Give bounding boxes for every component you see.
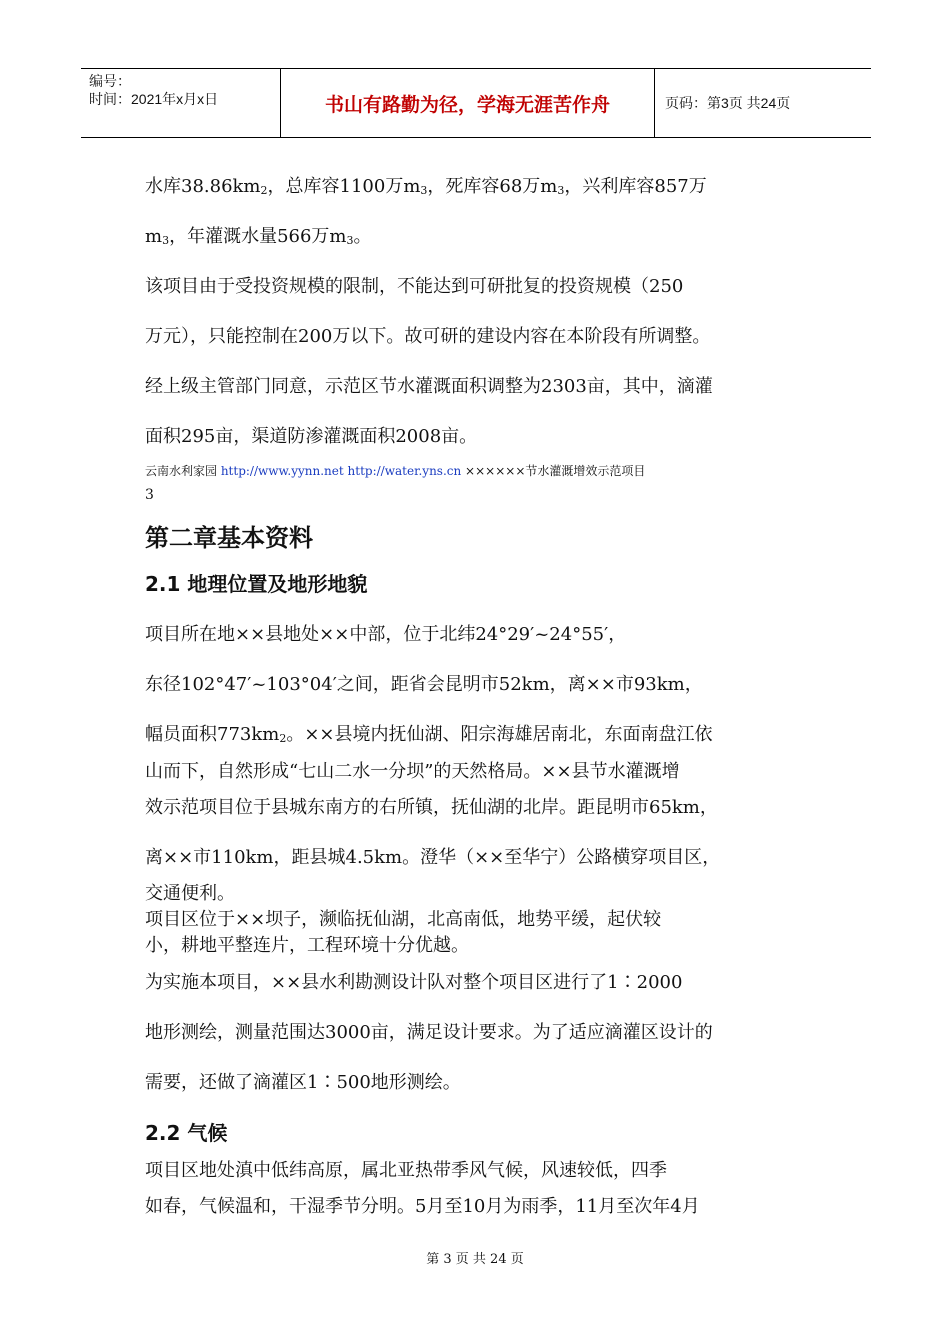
body-line: 该项目由于受投资规模的限制，不能达到可研批复的投资规模（250: [145, 276, 684, 297]
body-line: 地形测绘，测量范围达3000亩，满足设计要求。为了适应滴灌区设计的: [145, 1022, 713, 1043]
body-line: 万元），只能控制在200万以下。故可研的建设内容在本阶段有所调整。: [145, 326, 711, 347]
body-line: 东径102°47′~103°04′之间，距省会昆明市52km，离××市93km，: [145, 674, 703, 695]
source-note: 云南水利家园 http://www.yynn.net http://water.yns.cn ××××××节水灌溉增效示范项目: [145, 464, 646, 478]
link-yynn[interactable]: http://www.yynn.net: [220, 464, 344, 478]
section-title-2-2: 2.2 气候: [145, 1121, 228, 1145]
header-meta: [81, 69, 281, 137]
body-line: 为实施本项目，××县水利勘测设计队对整个项目区进行了1∶2000: [145, 972, 683, 993]
link-water[interactable]: http://water.yns.cn: [347, 464, 462, 478]
page-header: [81, 68, 871, 138]
inline-page-number: 3: [145, 487, 154, 503]
body-line: 小，耕地平整连片，工程环境十分优越。: [145, 935, 469, 956]
page-footer: 第 3 页 共 24 页: [426, 1252, 524, 1267]
header-motto: 书山有路勤为径，学海无涯苦作舟: [281, 69, 655, 137]
header-page-info: 页码：第3页 共24页: [665, 95, 791, 111]
time-label: 时间：2021年x月x日: [89, 91, 219, 107]
body-line: $m_3$，年灌溉水量566万$m_3$。: [145, 226, 372, 247]
body-line: 项目区位于××坝子，濒临抚仙湖，北高南低，地势平缓，起伏较: [145, 909, 662, 930]
body-line: 项目所在地××县地处××中部，位于北纬24°29′~24°55′，: [145, 624, 627, 645]
body-line: 面积295亩，渠道防渗灌溉面积2008亩。: [145, 426, 478, 447]
body-line: 幅员面积$773km_2$。××县境内抚仙湖、阳宗海雄居南北，东面南盘江依: [145, 724, 713, 745]
body-line: 效示范项目位于县城东南方的右所镇，抚仙湖的北岸。距昆明市65km，: [145, 797, 718, 818]
body-line: 如春，气候温和，干湿季节分明。5月至10月为雨季，11月至次年4月: [145, 1196, 700, 1217]
number-label: 编号：: [89, 73, 131, 89]
chapter-title: 第二章基本资料: [145, 524, 313, 552]
section-title-2-1: 2.1 地理位置及地形地貌: [145, 572, 368, 596]
body-line: 经上级主管部门同意，示范区节水灌溉面积调整为2303亩，其中，滴灌: [145, 376, 713, 397]
body-line: 水库$38.86km_2$，总库容1100万$m_3$，死库容68万$m_3$，兴利库容857万: [145, 176, 707, 197]
body-line: 项目区地处滇中低纬高原，属北亚热带季风气候，风速较低，四季: [145, 1160, 667, 1181]
body-line: 需要，还做了滴灌区1∶500地形测绘。: [145, 1072, 461, 1093]
body-line: 交通便利。: [145, 883, 235, 904]
body-line: 山而下，自然形成“七山二水一分坝”的天然格局。××县节水灌溉增: [145, 761, 680, 782]
body-line: 离××市110km，距县城4.5km。澄华（××至华宁）公路横穿项目区，: [145, 847, 721, 868]
